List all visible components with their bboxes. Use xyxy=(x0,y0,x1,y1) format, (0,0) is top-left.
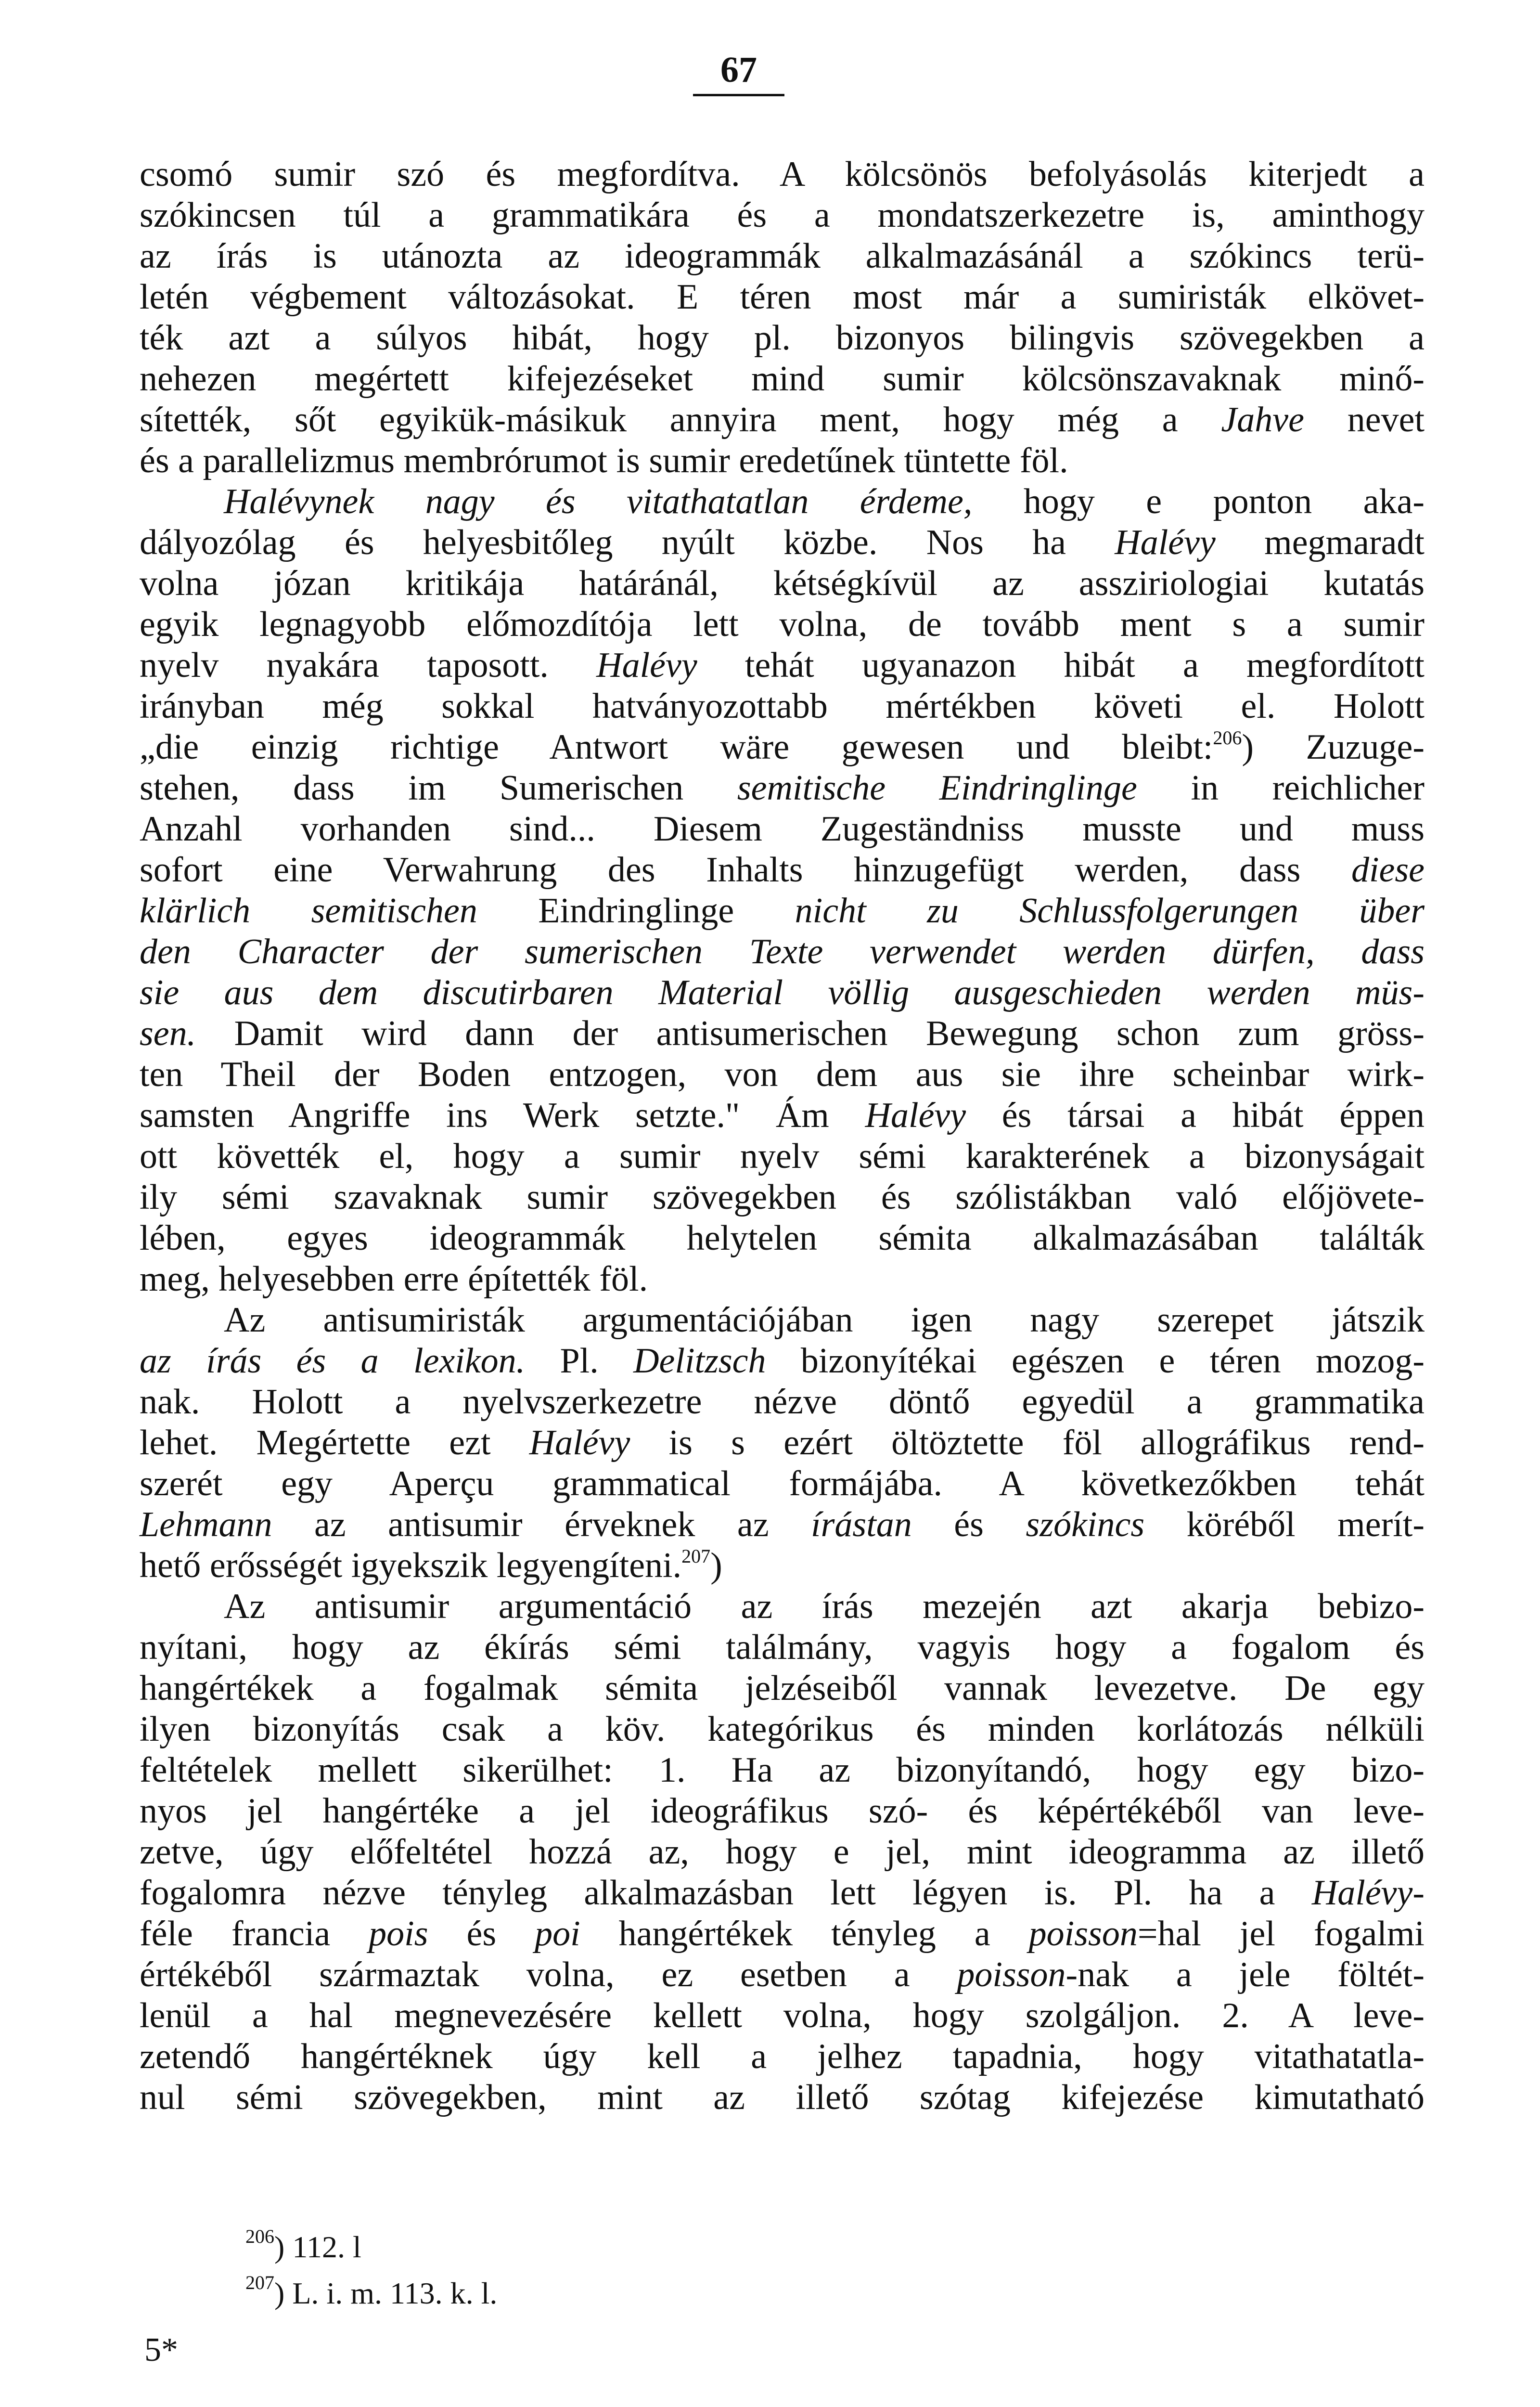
text-segment: =hal jel fogalmi xyxy=(1137,1914,1424,1954)
italic-text: den Character der sumerischen Texte verwendet werden dürfen, dass xyxy=(140,932,1424,971)
text-line xyxy=(140,768,1424,809)
text-line xyxy=(140,1013,1424,1054)
text-line xyxy=(140,1668,1424,1709)
text-line xyxy=(140,1136,1424,1177)
text-line xyxy=(140,1586,1424,1627)
text-segment: szókincsen túl a grammatikára és a mondatszerkezetre is, aminthogy xyxy=(140,195,1424,235)
text-line xyxy=(140,686,1424,727)
text-segment: ték azt a súlyos hibát, hogy pl. bizonyos bilingvis szövegekben a xyxy=(140,318,1424,358)
text-segment: ott követték el, hogy a sumir nyelv sémi karakterének a bizonyságait xyxy=(140,1137,1424,1176)
text-segment: Eindringlinge xyxy=(477,891,795,931)
text-line xyxy=(140,2036,1424,2077)
text-line xyxy=(140,236,1424,277)
italic-text: sie aus dem discutirbaren Material völlig ausgeschieden werden müs- xyxy=(140,973,1424,1012)
text-segment: Damit wird dann der antisumerischen Bewegung schon zum gröss- xyxy=(196,1014,1424,1053)
italic-text: Halévynek nagy és vitathatatlan érdeme, xyxy=(224,482,973,521)
text-segment: megmaradt xyxy=(1215,523,1424,562)
footnote-ref: 207 xyxy=(681,1545,711,1567)
italic-text: poi xyxy=(535,1914,580,1954)
text-line xyxy=(140,1218,1424,1259)
text-line xyxy=(140,440,1424,481)
text-segment: bizonyítékai egészen e téren mozog- xyxy=(766,1341,1425,1381)
text-segment: Anzahl vorhanden sind... Diesem Zugeständniss musste und muss xyxy=(140,809,1424,849)
text-segment: meg, helyesebben erre építették föl. xyxy=(140,1259,648,1299)
italic-text: Lehmann xyxy=(140,1505,272,1544)
italic-text: pois xyxy=(369,1914,428,1954)
text-segment: nehezen megértett kifejezéseket mind sumir kölcsönszavaknak minő- xyxy=(140,359,1424,399)
text-line xyxy=(140,318,1424,359)
text-segment: -nak a jele föltét- xyxy=(1065,1955,1424,1994)
italic-text: semitischen xyxy=(250,891,477,931)
italic-text: klärlich xyxy=(140,891,251,931)
italic-text: diese xyxy=(1351,850,1424,890)
text-segment: nul sémi szövegekben, mint az illető szótag kifejezése kimutatható xyxy=(140,2078,1424,2117)
text-line xyxy=(140,154,1424,195)
text-segment: sítették, sőt egyikük-másikuk annyira ment, hogy még a xyxy=(140,400,1221,440)
text-line xyxy=(140,1873,1424,1914)
text-segment: lében, egyes ideogrammák helytelen sémita alkalmazásában találták xyxy=(140,1218,1424,1258)
text-line xyxy=(140,1914,1424,1954)
italic-text: Halévy xyxy=(529,1423,630,1462)
text-line xyxy=(140,2077,1424,2118)
footnotes xyxy=(245,2224,1540,2316)
italic-text: az írás és a lexikon. xyxy=(140,1341,526,1381)
italic-text: Halévy xyxy=(865,1096,966,1135)
text-segment: és társai a hibát éppen xyxy=(966,1096,1425,1135)
text-segment: nak. Holott a nyelvszerkezetre nézve döntő egyedül a grammatika xyxy=(140,1382,1424,1422)
text-segment: sofort eine Verwahrung des Inhalts hinzugefügt werden, dass xyxy=(140,850,1351,890)
footnote-text: ) L. i. m. 113. k. l. xyxy=(274,2276,498,2310)
text-segment: ily sémi szavaknak sumir szövegekben és szólistákban való előjövete- xyxy=(140,1178,1424,1217)
text-line xyxy=(140,604,1424,645)
text-segment: fogalomra nézve tényleg alkalmazásban lett légyen is. Pl. ha a xyxy=(140,1873,1312,1913)
text-segment: hangértékek tényleg a xyxy=(580,1914,1029,1954)
text-segment: tehát ugyanazon hibát a megfordított xyxy=(697,646,1424,685)
text-line xyxy=(140,195,1424,236)
text-line xyxy=(140,1341,1424,1382)
footnote-number: 206 xyxy=(245,2226,274,2247)
text-line xyxy=(140,1177,1424,1218)
italic-text: poisson xyxy=(1028,1914,1138,1954)
text-segment: lenül a hal megnevezésére kellett volna, hogy szolgáljon. 2. A leve- xyxy=(140,1996,1424,2035)
italic-text: írástan xyxy=(811,1505,912,1544)
italic-text: semitische Eindringlinge xyxy=(737,768,1137,808)
text-segment: letén végbement változásokat. E téren most már a sumiristák elkövet- xyxy=(140,277,1424,317)
text-segment: in reichlicher xyxy=(1137,768,1425,808)
text-segment: szerét egy Aperçu grammatical formájába. A következőkben tehát xyxy=(140,1464,1424,1503)
text-line xyxy=(140,1259,1424,1300)
text-segment: értékéből származtak volna, ez esetben a xyxy=(140,1955,957,1994)
text-segment: samsten Angriffe ins Werk setzte." Ám xyxy=(140,1096,865,1135)
text-segment: zetve, úgy előfeltétel hozzá az, hogy e jel, mint ideogramma az illető xyxy=(140,1832,1424,1872)
text-line xyxy=(140,1504,1424,1545)
text-segment: feltételek mellett sikerülhet: 1. Ha az bizonyítandó, hogy egy bizo- xyxy=(140,1750,1424,1790)
italic-text: sen. xyxy=(140,1014,196,1053)
text-segment: nyelv nyakára taposott. xyxy=(140,646,597,685)
text-segment: köréből merít- xyxy=(1144,1505,1424,1544)
text-line xyxy=(140,1300,1424,1341)
text-segment: az antisumir érveknek az xyxy=(272,1505,811,1544)
text-line xyxy=(140,1627,1424,1668)
italic-text: Halévy xyxy=(1115,523,1216,562)
text-segment: is s ezért öltöztette föl allográfikus rend- xyxy=(630,1423,1424,1462)
text-segment: Az antisumiristák argumentációjában igen nagy szerepet játszik xyxy=(224,1300,1424,1340)
italic-text: Halévy xyxy=(596,646,697,685)
italic-text: Jahve xyxy=(1221,400,1304,440)
italic-text: Halévy- xyxy=(1311,1873,1424,1913)
text-line xyxy=(140,1954,1424,1995)
text-segment: „die einzig richtige Antwort wäre gewesen und bleibt: xyxy=(140,727,1213,767)
text-line xyxy=(140,1545,1424,1586)
text-segment: lehet. Megértette ezt xyxy=(140,1423,529,1462)
text-segment: nyítani, hogy az ékírás sémi találmány, vagyis hogy a fogalom és xyxy=(140,1628,1424,1667)
text-line xyxy=(140,563,1424,604)
text-segment: hető erősségét igyekszik legyengíteni. xyxy=(140,1546,682,1585)
text-line xyxy=(140,891,1424,932)
text-line xyxy=(140,645,1424,686)
text-segment: ) Zuzuge- xyxy=(1242,727,1424,767)
italic-text: nicht zu Schlussfolgerungen über xyxy=(795,891,1424,931)
text-segment: az írás is utánozta az ideogrammák alkalmazásánál a szókincs terü- xyxy=(140,236,1424,276)
text-segment: irányban még sokkal hatványozottabb mértékben követi el. Holott xyxy=(140,686,1424,726)
text-line xyxy=(140,727,1424,768)
text-line xyxy=(140,1054,1424,1095)
text-line xyxy=(140,1750,1424,1791)
italic-text: Delitzsch xyxy=(633,1341,766,1381)
text-segment: ten Theil der Boden entzogen, von dem aus sie ihre scheinbar wirk- xyxy=(140,1055,1424,1094)
footnote-206 xyxy=(245,2224,1540,2270)
text-line xyxy=(140,1791,1424,1832)
footnote-207 xyxy=(245,2270,1540,2316)
text-line xyxy=(140,277,1424,318)
text-line xyxy=(140,1832,1424,1873)
text-line xyxy=(140,809,1424,850)
text-segment: féle francia xyxy=(140,1914,369,1954)
text-line xyxy=(140,400,1424,440)
text-segment: csomó sumir szó és megfordítva. A kölcsönös befolyásolás kiterjedt a xyxy=(140,155,1424,194)
text-segment: zetendő hangértéknek úgy kell a jelhez tapadnia, hogy vitathatatla- xyxy=(140,2037,1424,2076)
text-segment: egyik legnagyobb előmozdítója lett volna, de tovább ment s a sumir xyxy=(140,605,1424,644)
text-line xyxy=(140,481,1424,522)
footnote-ref: 206 xyxy=(1213,727,1242,749)
text-segment: Pl. xyxy=(525,1341,634,1381)
text-segment: és xyxy=(428,1914,535,1954)
text-segment: ilyen bizonyítás csak a köv. kategórikus és minden korlátozás nélküli xyxy=(140,1709,1424,1749)
text-line xyxy=(140,972,1424,1013)
body-text xyxy=(140,154,1424,2118)
text-segment: hangértékek a fogalmak sémita jelzéseiből vannak levezetve. De egy xyxy=(140,1669,1424,1708)
text-segment: nevet xyxy=(1304,400,1425,440)
footnote-number: 207 xyxy=(245,2272,274,2293)
text-line xyxy=(140,1423,1424,1463)
text-line xyxy=(140,522,1424,563)
italic-text: poisson xyxy=(957,1955,1066,1994)
text-line xyxy=(140,359,1424,400)
text-line xyxy=(140,850,1424,891)
text-segment: hogy e ponton aka- xyxy=(972,482,1424,521)
text-segment: stehen, dass im Sumerischen xyxy=(140,768,737,808)
italic-text: szókincs xyxy=(1026,1505,1145,1544)
text-line xyxy=(140,1382,1424,1423)
text-segment: volna józan kritikája határánál, kétségkívül az assziriologiai kutatás xyxy=(140,564,1424,603)
text-line xyxy=(140,1995,1424,2036)
signature-mark: 5* xyxy=(144,2331,178,2368)
text-line xyxy=(140,1709,1424,1750)
text-segment: ) xyxy=(710,1546,722,1585)
text-segment: nyos jel hangértéke a jel ideográfikus szó- és képértékéből van leve- xyxy=(140,1791,1424,1831)
text-segment: és xyxy=(911,1505,1026,1544)
text-segment: és a parallelizmus membrórumot is sumir eredetűnek tüntette föl. xyxy=(140,441,1068,480)
text-line xyxy=(140,1095,1424,1136)
text-line xyxy=(140,932,1424,972)
text-segment: Az antisumir argumentáció az írás mezején azt akarja bebizo- xyxy=(224,1587,1424,1626)
text-segment: dályozólag és helyesbitőleg nyúlt közbe. Nos ha xyxy=(140,523,1115,562)
page-number: 67 xyxy=(693,46,784,96)
footnote-text: ) 112. l xyxy=(274,2230,361,2264)
text-line xyxy=(140,1463,1424,1504)
